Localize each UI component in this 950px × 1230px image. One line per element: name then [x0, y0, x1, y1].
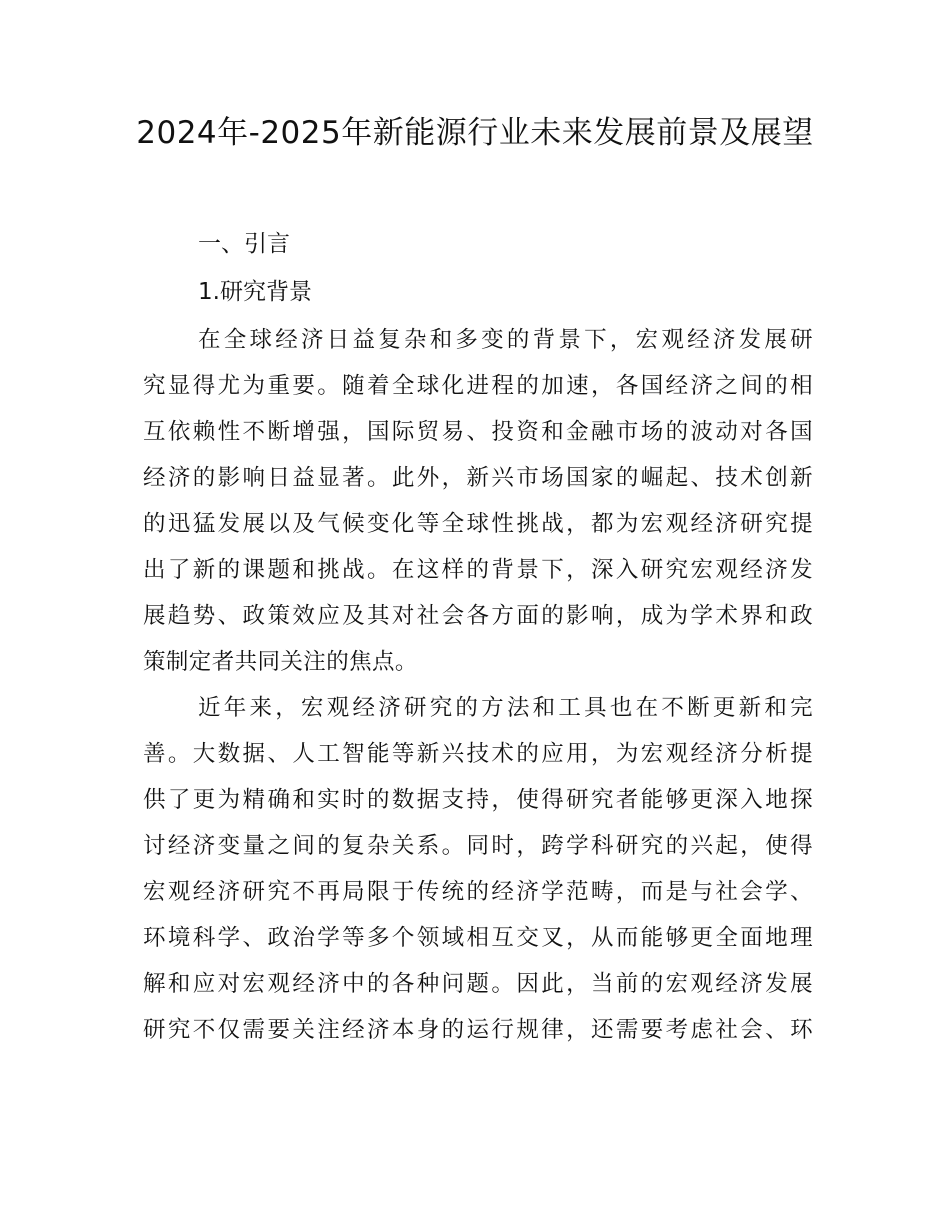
subsection-heading: 1.研究背景 [198, 279, 312, 305]
paragraph-1-line: 出了新的课题和挑战。在这样的背景下，深入研究宏观经济发 [143, 557, 813, 583]
paragraph-1-line: 在全球经济日益复杂和多变的背景下，宏观经济发展研 [198, 327, 813, 353]
paragraph-1-line: 展趋势、政策效应及其对社会各方面的影响，成为学术界和政 [143, 603, 813, 629]
paragraph-2-line: 宏观经济研究不再局限于传统的经济学范畴，而是与社会学、 [143, 879, 813, 905]
paragraph-1-line: 的迅猛发展以及气候变化等全球性挑战，都为宏观经济研究提 [143, 511, 813, 537]
section-heading: 一、引言 [198, 231, 290, 257]
paragraph-1-line: 策制定者共同关注的焦点。 [143, 649, 418, 675]
document-title: 2024年-2025年新能源行业未来发展前景及展望 [136, 115, 814, 151]
paragraph-2-line: 近年来，宏观经济研究的方法和工具也在不断更新和完 [198, 695, 813, 721]
paragraph-2-line: 善。大数据、人工智能等新兴技术的应用，为宏观经济分析提 [143, 741, 813, 767]
paragraph-2-line: 供了更为精确和实时的数据支持，使得研究者能够更深入地探 [143, 787, 813, 813]
paragraph-2-line: 解和应对宏观经济中的各种问题。因此，当前的宏观经济发展 [143, 971, 813, 997]
paragraph-2-line: 讨经济变量之间的复杂关系。同时，跨学科研究的兴起，使得 [143, 833, 813, 859]
paragraph-2-line: 研究不仅需要关注经济本身的运行规律，还需要考虑社会、环 [143, 1017, 813, 1043]
paragraph-1-line: 互依赖性不断增强，国际贸易、投资和金融市场的波动对各国 [143, 419, 813, 445]
paragraph-2-line: 环境科学、政治学等多个领域相互交叉，从而能够更全面地理 [143, 925, 813, 951]
paragraph-1-line: 经济的影响日益显著。此外，新兴市场国家的崛起、技术创新 [143, 465, 813, 491]
paragraph-1-line: 究显得尤为重要。随着全球化进程的加速，各国经济之间的相 [143, 373, 813, 399]
